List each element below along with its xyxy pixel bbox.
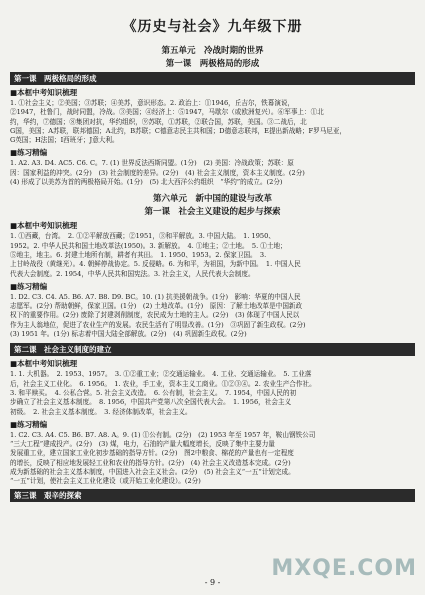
text-line: “三大工程”建成投产。(2分) (3) 煤，电力，石油的产量大幅度增长，反映了集中主要力量 — [10, 440, 275, 449]
text-line: 的增长，反映了相应地发展轻工业和农业的指导方针。(2分) (4) 社会主义改造基本完成。(2分) — [10, 458, 291, 467]
text-line: 代表大会制度。2. 1954，中华人民共和国宪法。3. 社会主义，人民代表大会制度。 — [10, 269, 255, 278]
text-line: 因：国家利益的冲突。(2分) (3) 社会制度的差异。(2分) (4) 社会主义制度，资本主义制度。(2分) — [10, 168, 305, 177]
text-line: 上甘岭战役（黄继光）。4. 朝鲜停战协定。5. 反侵略。6. 为和平，为祖国，为新中国。 1. 中国人民 — [10, 260, 301, 269]
text-line: 志愿军。(2分) 帮助朝鲜，保家卫国。(1分) (2) 土地改革。(1分) 原因：了解土地改革是中国新政 — [10, 302, 303, 311]
section-band: 第一课 两极格局的形成 — [10, 72, 415, 85]
unit-6-heading: 第六单元 新中国的建设与改革 — [152, 194, 272, 205]
knowledge-heading: ■本框中考知识梳理 — [10, 359, 78, 369]
text-line: 1. A2. A3. D4. AC5. C6. C。7. (1) 世界反法西斯同盟。(1分) (2) 美国：冷战政策；苏联：原 — [10, 159, 294, 168]
knowledge-block — [10, 370, 415, 416]
text-line: (3) 1951 年。(1分) 标志着中国大陆全部解放。(2分) (4) 巩固新生政权。(2分) — [10, 330, 247, 339]
section-band: 第二课 社会主义制度的建立 — [10, 343, 415, 356]
knowledge-heading: ■本框中考知识梳理 — [10, 88, 78, 97]
text-line: 3. 和平赎买。 4. 公私合营。5. 社会主义改造。 6. 公有制，社会主义。 7. 1954，中国人民的初 — [10, 388, 297, 397]
text-line: “一五”计划，使社会主义工业化建设（或开始工业化建设）。(2分) — [10, 477, 201, 486]
text-line: 1. D2. C3. C4. A5. B6. A7. B8. D9. BC。10. (1) 抗美援朝战争。(1分) 影响：华夏的中国人民 — [10, 292, 301, 301]
text-line: 1. ①社会主义；②美国；③苏联；④美苏，意识形态。2. 政治上：①1946，丘吉尔，铁幕演说， — [10, 99, 295, 107]
text-line: 发展重工业，建立国家工业化初步基础的指导方针。(2分) 图2中粮食、棉花的产量也有一定程度 — [10, 449, 294, 458]
exercise-block — [10, 159, 415, 187]
page-number: - 9 - — [204, 578, 221, 587]
text-line: ②1947，杜鲁门，战时同盟，冷战。③美国；④经济上：⑤1947，马歇尔（或欧洲复兴）。⑥军事上：①北 — [10, 108, 324, 117]
exercise-heading: ■练习精编 — [10, 419, 48, 429]
text-line: (4) 形成了以美苏为首的两极格局开始。(1分) (5) 北大西洋公约组织 “华约”的成立。(2分) — [10, 178, 283, 187]
text-line: 1. C2. C3. A4. C5. B6. B7. A8. A。9. (1) ①公有制。(2分) (2) 1953 年至 1957 年，鞍山钢铁公司 — [10, 430, 316, 439]
text-line: 权下的重要作用。(2分) 废除了封建剥削制度，农民成为土地的主人。(2分) (3) 体现了中国人民以 — [10, 311, 300, 320]
text-line: 后，社会主义工业化。 6. 1956。 1. 农业，手工业，资本主义工商业。①②③④。2. 农业生产合作社。 — [10, 379, 316, 388]
text-line: 成为新基础的社会主义基本制度，中国进入社会主义社会。(2分) (5) 社会主义“一五”计划完成。 — [10, 468, 295, 477]
lesson-heading: 第一课 社会主义建设的起步与探索 — [144, 207, 281, 218]
exercise-block — [10, 431, 415, 487]
text-line: 1. 1. 大机器。 2. 1953、1957。 3. ①②重工业；②交通运输业。 4. 工业、交通运输业。 5. 工业落 — [10, 370, 312, 379]
knowledge-block — [10, 232, 415, 278]
watermark: MXQE.COM — [271, 556, 417, 581]
text-line: 作为主人翁地位，促进了农业生产的发展。农民生活有了明显改善。(1分) ③巩固了新生政权。(2分) — [10, 320, 306, 329]
unit-5-heading: 第五单元 冷战时期的世界 — [161, 46, 264, 56]
text-line: 初级。 2. 社会主义基本制度。 3. 经济体制改革，社会主义。 — [10, 407, 192, 416]
exercise-heading: ■练习精编 — [10, 148, 48, 158]
lesson-heading: 第一课 两极格局的形成 — [165, 59, 260, 69]
text-line: 1952。2. 中华人民共和国土地改革法(1950)。3. 新解放。 4. ①地主；②土地。 5. ①土地； — [10, 241, 287, 250]
text-line: 1. ①西藏，台湾。 2. ①②平解放西藏；②1951，③和平解放。3. 中国大陆。 1. 1950、 — [10, 232, 275, 241]
exercise-heading: ■练习精编 — [10, 281, 48, 291]
text-line: 约，华约，⑦德国；⑧集团对抗，华约组织，⑨苏联，①苏联，②联合国，苏联，美国。③二战后，北 — [10, 117, 307, 126]
text-line: 步确立了社会主义基本制度。 8. 1956，中国共产党第八次全国代表大会。 1. 1956，社会主义 — [10, 398, 292, 407]
text-line: G英国；H法国；I西班牙；J意大利。 — [10, 136, 119, 145]
knowledge-block — [10, 99, 415, 145]
knowledge-heading: ■本框中考知识梳理 — [10, 221, 78, 231]
document-title: 《历史与社会》九年级下册 — [122, 19, 303, 35]
section-band: 第三课 艰辛的探索 — [10, 489, 415, 502]
exercise-block — [10, 293, 415, 339]
text-line: ⑤地主，地主。6. 封建土地所有制，耕者有其田。 1. 1950、1953。2. 保家卫国。 3. — [10, 250, 267, 259]
text-line: G国，美国；A苏联，联邦德国；A北约，B苏联；C德意志民主共和国；D德意志联邦，E提出新战略；F罗马尼亚， — [10, 126, 347, 135]
